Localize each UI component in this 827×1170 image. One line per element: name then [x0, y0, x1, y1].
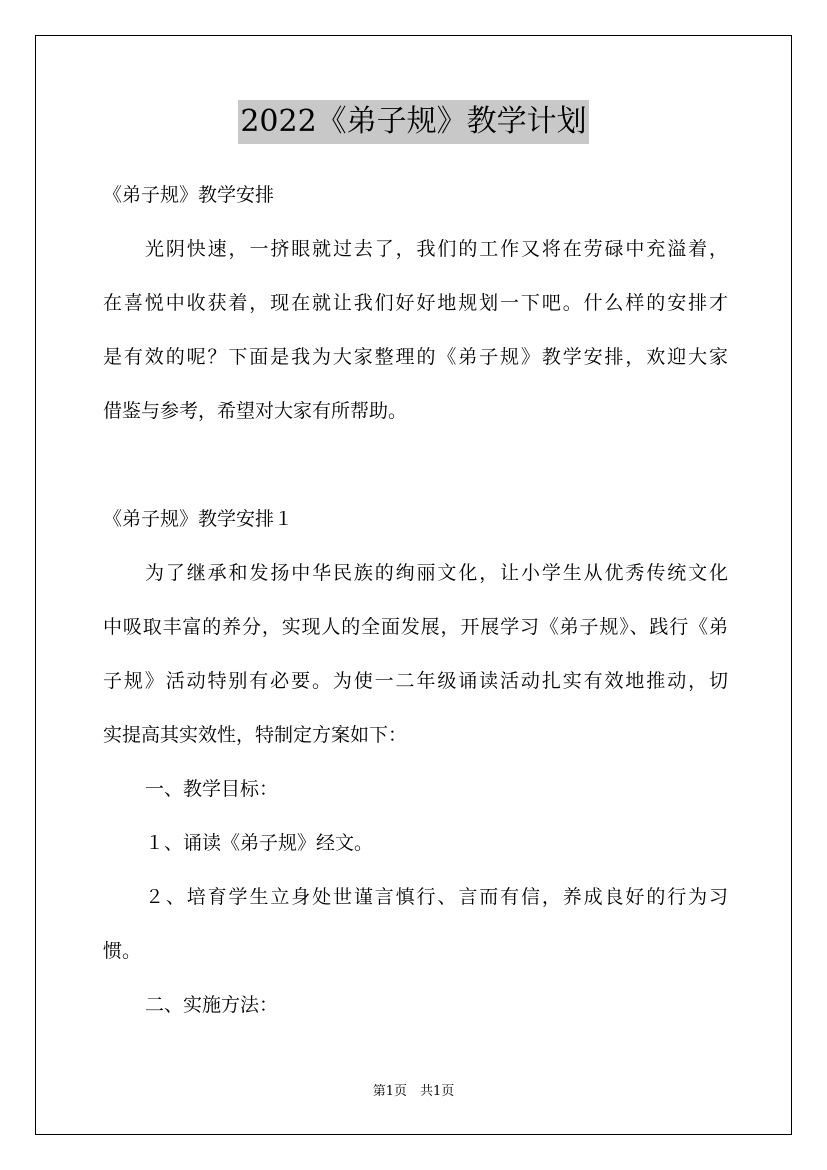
list-item: ２、培育学生立身处世谨言慎行、言而有信，养成良好的行为习 — [145, 886, 728, 908]
paragraph-line: 实提高其实效性，特制定方案如下： — [103, 724, 408, 746]
paragraph-line: 子规》活动特别有必要。为使一二年级诵读活动扎实有效地推动，切 — [103, 670, 728, 692]
section-heading: 《弟子规》教学安排１ — [103, 508, 294, 530]
paragraph-line: 在喜悦中收获着，现在就让我们好好地规划一下吧。什么样的安排才 — [103, 292, 728, 314]
document-title: 2022《弟子规》教学计划 — [238, 100, 588, 144]
paragraph-line: 光阴快速，一挤眼就过去了，我们的工作又将在劳碌中充溢着， — [145, 238, 728, 260]
list-item-continuation: 惯。 — [103, 940, 142, 962]
list-heading: 二、实施方法： — [145, 994, 279, 1016]
list-heading: 一、教学目标： — [145, 778, 279, 800]
list-item: １、诵读《弟子规》经文。 — [145, 832, 374, 854]
paragraph-line: 借鉴与参考，希望对大家有所帮助。 — [103, 400, 408, 422]
paragraph-line: 是有效的呢？下面是我为大家整理的《弟子规》教学安排，欢迎大家 — [103, 346, 728, 368]
section-heading: 《弟子规》教学安排 — [103, 184, 275, 206]
document-body — [103, 168, 728, 1032]
page-number-footer: 第1页 共1页 — [372, 1084, 455, 1099]
paragraph-line: 为了继承和发扬中华民族的绚丽文化，让小学生从优秀传统文化 — [145, 562, 728, 584]
blank-line — [103, 438, 728, 492]
title-container — [0, 100, 827, 144]
paragraph-line: 中吸取丰富的养分，实现人的全面发展，开展学习《弟子规》、践行《弟 — [103, 616, 728, 638]
